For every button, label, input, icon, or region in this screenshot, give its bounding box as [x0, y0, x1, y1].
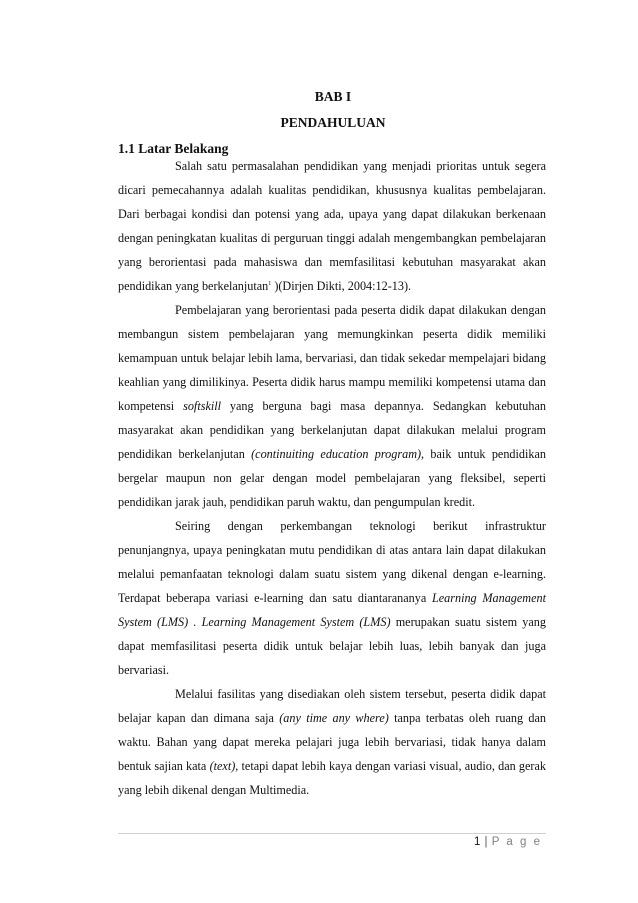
text-run: yang berguna bagi masa depannya. Sedangkan kebutuhan masyarakat akan pendidikan yang berkelanjutan dapat dilakukan melalui program pendidikan berkelanjutan	[118, 399, 546, 461]
chapter-title: PENDAHULUAN	[280, 115, 386, 130]
text-run: merupakan suatu sistem yang dapat memfasilitasi peserta didik untuk belajar lebih luas, lebih banyak dan juga bervariasi.	[118, 615, 546, 677]
text-run: baik untuk pendidikan bergelar maupun non gelar dengan model pembelajaran yang fleksibel, seperti pendidikan jarak jauh, pendidikan paruh waktu, dan pengumpulan kredit.	[118, 447, 546, 509]
paragraph	[118, 514, 546, 682]
italic-run: (text),	[209, 759, 239, 773]
text-run: tetapi dapat lebih kaya dengan variasi visual, audio, dan gerak yang lebih dikenal dengan Multimedia.	[118, 759, 546, 797]
page-footer	[474, 836, 542, 848]
footnote-marker: 1	[268, 280, 272, 287]
body-text	[118, 154, 546, 802]
italic-run: (continuiting education program),	[251, 447, 425, 461]
paragraph	[118, 154, 546, 298]
section-heading: 1.1 Latar Belakang	[118, 141, 229, 156]
text-run: Seiring dengan perkembangan teknologi berikut infrastruktur penunjangnya, upaya peningkatan mutu pendidikan di atas antara lain dapat dilakukan melalui pemanfaatan teknologi dalam suatu sistem yang dikenal dengan e-learning. Terdapat beberapa variasi e-learning dan satu diantarananya	[118, 519, 546, 605]
chapter-number: BAB I	[314, 89, 352, 104]
italic-run: Learning Management System (LMS) . Learning Management System (LMS)	[118, 591, 546, 629]
paragraph	[118, 298, 546, 514]
footer-divider	[118, 833, 546, 834]
italic-run: (any time any where)	[279, 711, 389, 725]
page-label: P a g e	[491, 836, 542, 848]
text-run: Pembelajaran yang berorientasi pada peserta didik dapat dilakukan dengan membangun sistem pembelajaran yang memungkinkan peserta didik memiliki kemampuan untuk belajar lebih lama, bervariasi, dan tidak sekedar mempelajari bidang keahlian yang dimilikinya. Peserta didik harus mampu memiliki kompetensi utama dan kompetensi	[118, 303, 546, 413]
page-number: 1	[473, 836, 481, 848]
text-run: Melalui fasilitas yang disediakan oleh sistem tersebut, peserta didik dapat belajar kapan dan dimana saja	[118, 687, 546, 725]
text-run: tanpa terbatas oleh ruang dan waktu. Bahan yang dapat mereka pelajari juga lebih bervariasi, tidak hanya dalam bentuk sajian kata	[118, 711, 546, 773]
italic-run: softskill	[183, 399, 222, 413]
text-run: Salah satu permasalahan pendidikan yang menjadi prioritas untuk segera dicari pemecahannya adalah kualitas pendidikan, khususnya kualitas pembelajaran. Dari berbagai kondisi dan potensi yang ada, upaya yang dapat dilakukan berkenaan dengan peningkatan kualitas di perguruan tinggi adalah mengembangkan pembelajaran yang berorientasi pada mahasiswa dan memfasilitasi kebutuhan masyarakat akan pendidikan yang berkelanjutan	[118, 159, 546, 293]
text-run: )(Dirjen Dikti, 2004:12-13).	[271, 279, 412, 293]
paragraph	[118, 682, 546, 802]
footer-separator: |	[484, 836, 489, 848]
